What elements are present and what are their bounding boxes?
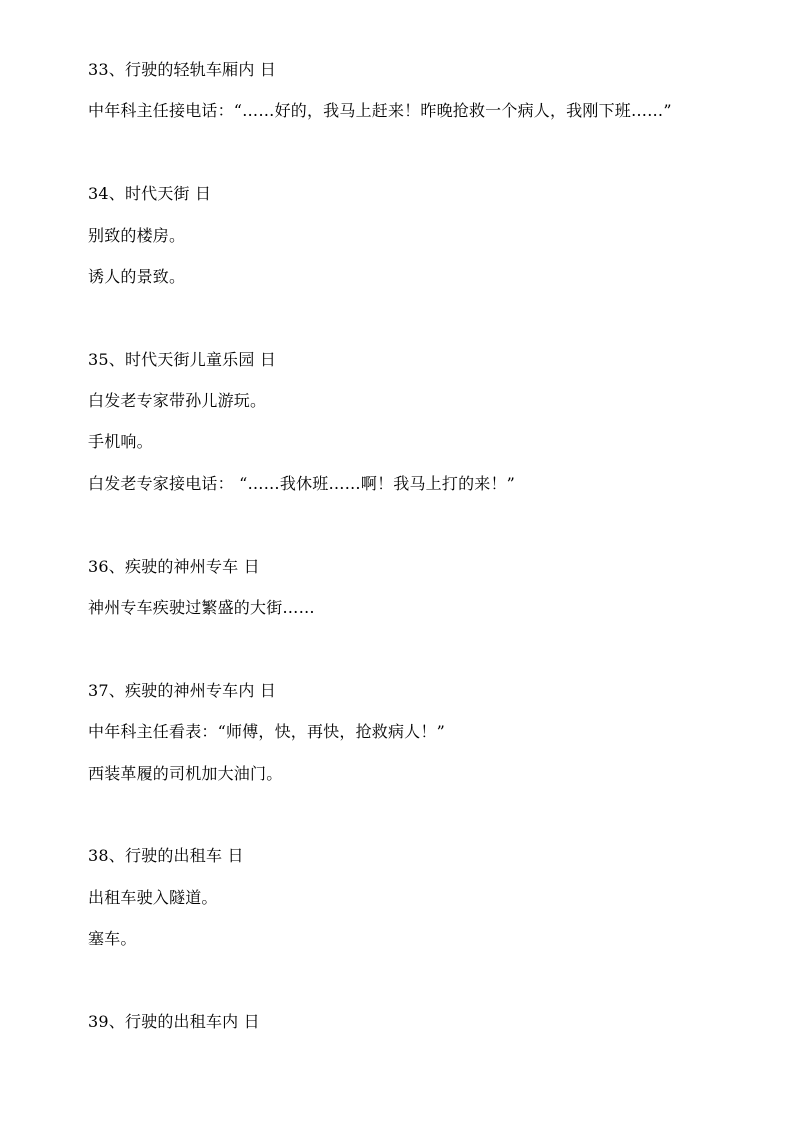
scene-line: 出租车驶入隧道。	[88, 888, 218, 907]
scene-line: 塞车。	[88, 929, 137, 948]
scene-line: 别致的楼房。	[88, 226, 186, 245]
scene-line: 神州专车疾驶过繁盛的大街……	[88, 598, 315, 617]
scene-heading: 39、行驶的出租车内 日	[88, 1012, 260, 1031]
scene-heading: 35、时代天街儿童乐园 日	[88, 350, 277, 369]
scene-line: 中年科主任接电话：“……好的，我马上赶来！昨晚抢救一个病人，我刚下班……”	[88, 101, 672, 120]
scene-line: 诱人的景致。	[88, 267, 186, 286]
scene-heading: 38、行驶的出租车 日	[88, 846, 244, 865]
scene-line: 手机响。	[88, 432, 153, 451]
scene-heading: 36、疾驶的神州专车 日	[88, 557, 260, 576]
scene-heading: 34、时代天街 日	[88, 184, 212, 203]
scene-line: 中年科主任看表：“师傅，快，再快，抢救病人！”	[88, 722, 445, 741]
scene-heading: 33、行驶的轻轨车厢内 日	[88, 60, 277, 79]
scene-line: 白发老专家带孙儿游玩。	[88, 391, 267, 410]
scene-line: 白发老专家接电话： “……我休班……啊！我马上打的来！”	[88, 474, 516, 493]
scene-heading: 37、疾驶的神州专车内 日	[88, 681, 277, 700]
scene-line: 西装革履的司机加大油门。	[88, 764, 283, 783]
